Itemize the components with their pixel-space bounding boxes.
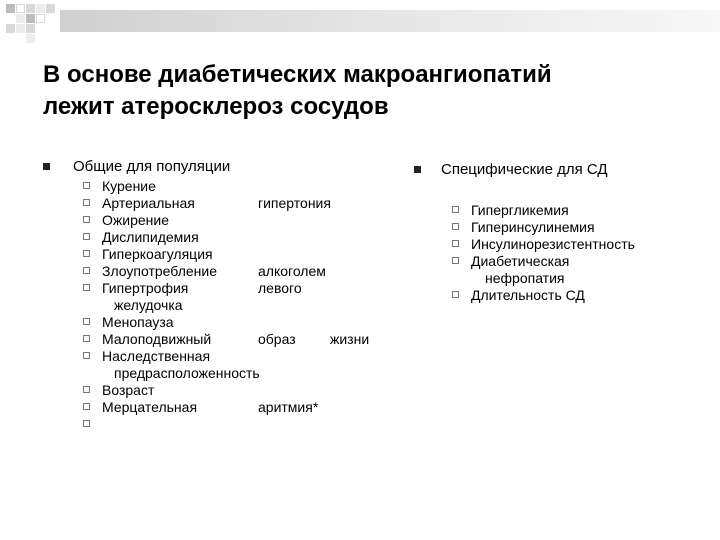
header-gradient-bar [60, 10, 720, 32]
decor-square [36, 14, 45, 23]
checkbox-bullet-icon [83, 284, 90, 291]
title-line: лежит атеросклероз сосудов [43, 93, 389, 120]
list-item [452, 202, 712, 219]
checkbox-bullet-icon [452, 223, 459, 230]
item-text: жизни [330, 331, 370, 347]
checkbox-bullet-icon [83, 182, 90, 189]
item-text: Возраст [102, 382, 155, 398]
list-item [83, 263, 413, 280]
list-item [83, 331, 413, 348]
decor-square [16, 14, 25, 23]
decor-square [26, 24, 35, 33]
list-item [83, 348, 413, 382]
decor-square [36, 4, 45, 13]
decor-square [26, 14, 35, 23]
item-text: Гипертрофия [102, 280, 189, 296]
item-text: Мерцательная [102, 399, 198, 415]
decor-square [16, 4, 25, 13]
item-text: Инсулинорезистентность [471, 236, 635, 252]
item-text: Менопауза [102, 314, 174, 330]
decor-square [26, 34, 35, 43]
decor-square [26, 4, 35, 13]
item-text: образ [258, 331, 296, 347]
item-text: Артериальная [102, 195, 195, 211]
checkbox-bullet-icon [83, 199, 90, 206]
decor-square [46, 4, 55, 13]
list-item [83, 246, 413, 263]
checkbox-bullet-icon [452, 240, 459, 247]
bullet-square-icon [414, 166, 421, 173]
list-item [452, 253, 712, 287]
checkbox-bullet-icon [83, 386, 90, 393]
checkbox-bullet-icon [452, 291, 459, 298]
item-continuation: нефропатия [485, 270, 565, 286]
list-item [83, 314, 413, 331]
checkbox-bullet-icon [83, 318, 90, 325]
checkbox-bullet-icon [83, 335, 90, 342]
decor-square [6, 24, 15, 33]
item-text: Курение [102, 178, 156, 194]
list-item [83, 195, 413, 212]
title-line: В основе диабетических макроангиопатий [43, 61, 552, 88]
list-item [452, 219, 712, 236]
list-item [83, 178, 413, 195]
list-item [83, 280, 413, 314]
header-decoration [0, 0, 720, 48]
checkbox-bullet-icon [83, 233, 90, 240]
item-text: гипертония [258, 195, 331, 211]
list-item [83, 382, 413, 399]
item-continuation: предрасположенность [114, 365, 260, 381]
checkbox-bullet-icon [83, 267, 90, 274]
decor-square [6, 4, 15, 13]
list-item [452, 236, 712, 253]
decor-square [16, 24, 25, 33]
item-text: аритмия* [258, 399, 319, 415]
item-text: Наследственная [102, 348, 211, 364]
checkbox-bullet-icon [452, 257, 459, 264]
list-item [83, 399, 413, 416]
item-text: Диабетическая [471, 253, 570, 269]
checkbox-bullet-icon [83, 352, 90, 359]
checkbox-bullet-icon [452, 206, 459, 213]
right-item-list [452, 202, 712, 304]
list-item [452, 287, 712, 304]
checkbox-bullet-icon [83, 403, 90, 410]
list-item [83, 212, 413, 229]
item-text: Дислипидемия [102, 229, 199, 245]
right-heading-text: Специфические для СД [441, 161, 608, 178]
checkbox-bullet-icon [83, 420, 90, 427]
item-text: Малоподвижный [102, 331, 212, 347]
slide-title [43, 59, 683, 123]
checkbox-bullet-icon [83, 250, 90, 257]
item-text: Гипергликемия [471, 202, 569, 218]
item-text: Ожирение [102, 212, 169, 228]
item-text: Гиперкоагуляция [102, 246, 213, 262]
list-item [83, 416, 413, 433]
item-text: Злоупотребление [102, 263, 217, 279]
bullet-square-icon [43, 163, 50, 170]
checkbox-bullet-icon [83, 216, 90, 223]
list-item [83, 229, 413, 246]
item-text: Длительность СД [471, 287, 585, 303]
item-continuation: желудочка [114, 297, 183, 313]
item-text: алкоголем [258, 263, 326, 279]
item-text: левого [258, 280, 302, 296]
left-heading-text: Общие для популяции [73, 158, 231, 175]
left-item-list [83, 178, 413, 433]
item-text: Гиперинсулинемия [471, 219, 595, 235]
